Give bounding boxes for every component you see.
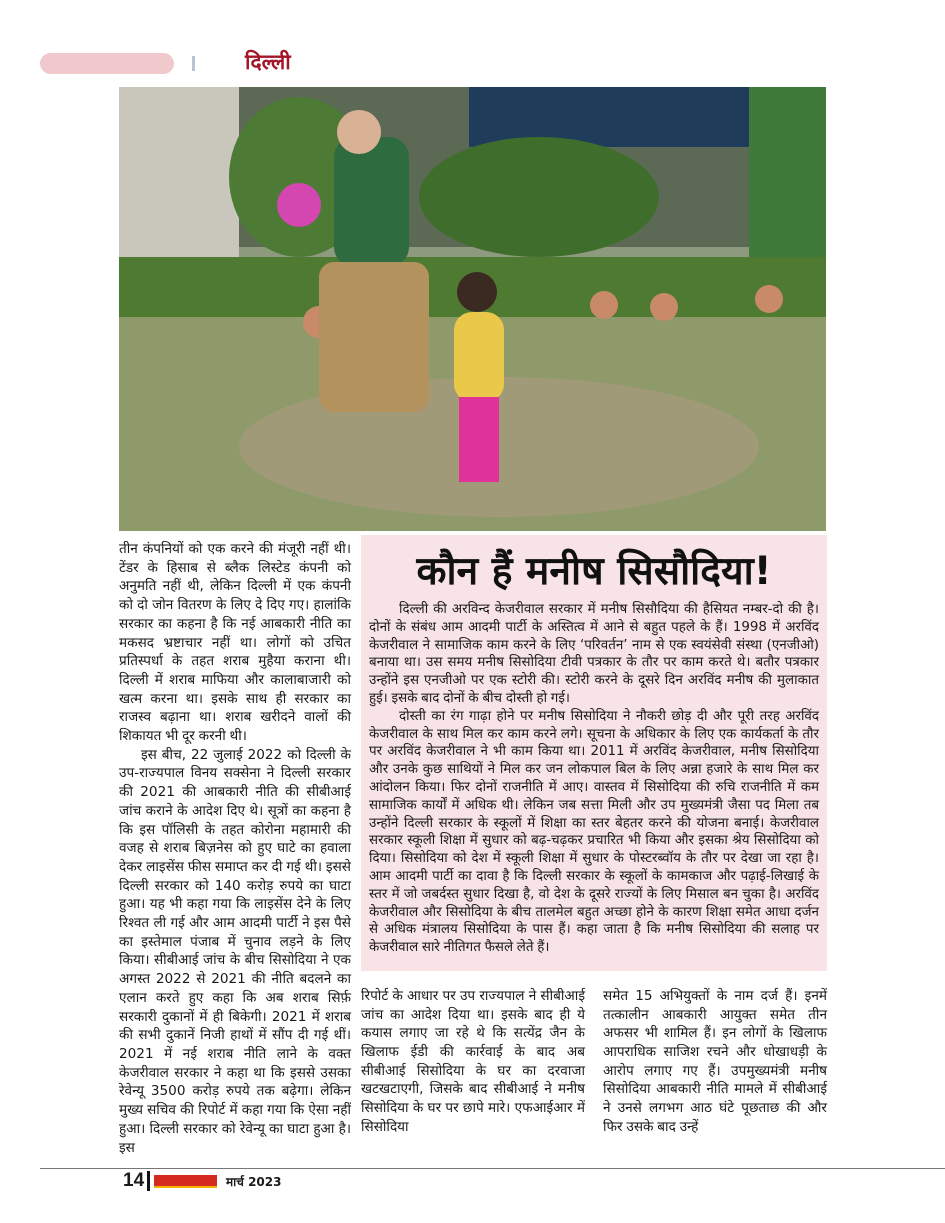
article-photo (119, 87, 826, 531)
right-article-area (361, 535, 827, 1137)
middle-article-column (361, 987, 585, 1137)
article-paragraph: इस बीच, 22 जुलाई 2022 को दिल्ली के उप-राज्यपाल विनय सक्सेना ने दिल्ली सरकार की 2021 की आबकारी नीति की सीबीआई जांच कराने के आदेश दिए थे। सूत्रों का कहना है कि इस पॉलिसी के तहत कोरोना महामारी की वजह से शराब बिज़नेस को हुए घाटे का हवाला देकर लाइसेंस फीस समाप्त कर दी गई थी। इससे दिल्ली सरकार को 140 करोड़ रुपये का घाटा हुआ। यह भी कहा गया कि लाइसेंस देने के लिए रिश्वत ली गई और आम आदमी पार्टी ने इस पैसे का इस्तेमाल पंजाब में चुनाव लड़ने के लिए किया। सीबीआई जांच के बीच सिसोदिया ने एक अगस्त 2022 से 2021 की नीति बदलने का एलान करते हुए कहा कि अब शराब सिर्फ़ सरकारी दुकानों में ही बिकेगी। 2021 में शराब की सभी दुकानें निजी हाथों में सौंप दी गई थीं। 2021 में नई शराब नीति लाने के वक्त केजरीवाल सरकार ने कहा था कि इससे उसका रेवेन्यू 3500 करोड़ रुपये तक बढ़ेगा। लेकिन मुख्य सचिव की रिपोर्ट में कहा गया कि ऐसा नहीं हुआ। दिल्ली सरकार को रेवेन्यू का घाटा हुआ है। इस (119, 746, 351, 1156)
article-paragraph: तीन कंपनियों को एक करने की मंजूरी नहीं थी। टेंडर के हिसाब से ब्लैक लिस्टेड कंपनी को अनुमति नहीं थी, लेकिन दिल्ली में एक कंपनी को दो जोन वितरण के लिए दे दिए गए। हालांकि सरकार का कहना है कि नई आबकारी नीति का मकसद भ्रष्टाचार नहीं था। लोगों को उचित प्रतिस्पर्धा के तहत शराब मुहैया कराना थी। दिल्ली में शराब माफिया और कालाबाजारी को खत्म करना था। इसके साथ ही सरकार का राजस्व बढ़ाना था। शराब खरीदने वालों की शिकायत भी दूर करनी थी। (119, 541, 351, 745)
article-paragraph: रिपोर्ट के आधार पर उप राज्यपाल ने सीबीआई जांच का आदेश दिया था। इसके बाद ही ये कयास लगाए जा रहे थे कि सत्येंद्र जैन के खिलाफ ईडी की कार्रवाई के बाद अब सीबीआई सिसोदिया के घर का दरवाजा खटखटाएगी, जिसके बाद सीबीआई ने मनीष सिसोदिया के घर पर छापे मारे। एफआईआर में सिसोदिया (361, 987, 585, 1135)
right-article-column (603, 987, 827, 1137)
section-tab-pill (40, 53, 174, 74)
box-title: कौन हैं मनीष सिसौदिया! (416, 549, 772, 594)
sidebar-box-profile (361, 535, 827, 971)
issue-date: मार्च 2023 (226, 1175, 282, 1189)
page-number: 14 (123, 1170, 145, 1191)
footer-rule (40, 1168, 945, 1169)
box-paragraph: दोस्ती का रंग गाढ़ा होने पर मनीष सिसोदिया ने नौकरी छोड़ दी और पूरी तरह अरविंद केजरीवाल के साथ मिल कर काम करने लगे। सूचना के अधिकार के लिए एक कार्यकर्ता के तौर पर अरविंद केजरीवाल ने भी काम किया था। 2011 में अरविंद केजरीवाल, मनीष सिसोदिया और उनके कुछ साथियों ने मिल कर जन लोकपाल बिल के लिए अन्ना हजारे के साथ मिल कर आंदोलन किया। फिर दोनों राजनीति में आए। वास्तव में सिसोदिया की रुचि राजनीति में कम सामाजिक कार्यों में अधिक थी। लेकिन जब सत्ता मिली और उप मुख्यमंत्री जैसा पद मिला तब उन्होंने दिल्ली सरकार के स्कूलों में शिक्षा का स्तर बेहतर करने की योजना बनाई। केजरीवाल सरकार स्कूली शिक्षा में सुधार को बढ़-चढ़कर प्रचारित भी किया और इसका श्रेय सिसोदिया को दिया। सिसोदिया को देश में स्कूली शिक्षा में सुधार के पोस्टरब्वॉय के तौर पर देखा जा रहा है। आम आदमी पार्टी का दावा है कि दिल्ली सरकार के स्कूलों के कामकाज और पढ़ाई-लिखाई के स्तर में जो जबर्दस्त सुधार दिखा है, वो देश के दूसरे राज्यों के लिए मिसाल बन चुका है। अरविंद केजरीवाल और सिसोदिया के बीच तालमेल बहुत अच्छा होने के कारण शिक्षा समेत आधा दर्जन से अधिक मंत्रालय सिसोदिया के पास हैं। कहा जाता है कि मनीष सिसोदिया की सलाह पर केजरीवाल सारे नीतिगत फैसले लेते हैं। (369, 708, 819, 956)
page-footer (0, 1168, 945, 1198)
footer-divider (147, 1171, 150, 1191)
header-divider (192, 56, 195, 71)
left-article-column (119, 540, 351, 1157)
box-paragraph: दिल्ली की अरविन्द केजरीवाल सरकार में मनीष सिसौदिया की हैसियत नम्बर-दो की है। दोनों के संबंध आम आदमी पार्टी के अस्तित्व में आने से बहुत पहले के हैं। 1998 में अरविंद केजरीवाल ने सामाजिक काम करने के लिए ‘परिवर्तन’ नाम से एक स्वयंसेवी संस्था (एनजीओ) बनाया था। उस समय मनीष सिसोदिया टीवी पत्रकार के तौर पर काम करते थे। बतौर पत्रकार उन्होंने इस एनजीओ पर एक स्टोरी की। स्टोरी करने के दूसरे दिन अरविंद मनीष की मुलाकात हुई। इसके बाद दोनों के बीच दोस्ती हो गई। (369, 602, 819, 706)
section-title: दिल्ली (245, 50, 291, 74)
magazine-logo (154, 1175, 217, 1188)
article-paragraph: समेत 15 अभियुक्तों के नाम दर्ज हैं। इनमें तत्कालीन आबकारी आयुक्त समेत तीन अफसर भी शामिल हैं। इन लोगों के खिलाफ आपराधिक साजिश रचने और धोखाधड़ी के आरोप लगाए गए हैं। उपमुख्यमंत्री मनीष सिसोदिया आबकारी नीति मामले में सीबीआई ने उनसे लगभग आठ घंटे पूछताछ की और फिर उसके बाद उन्हें (603, 987, 827, 1135)
